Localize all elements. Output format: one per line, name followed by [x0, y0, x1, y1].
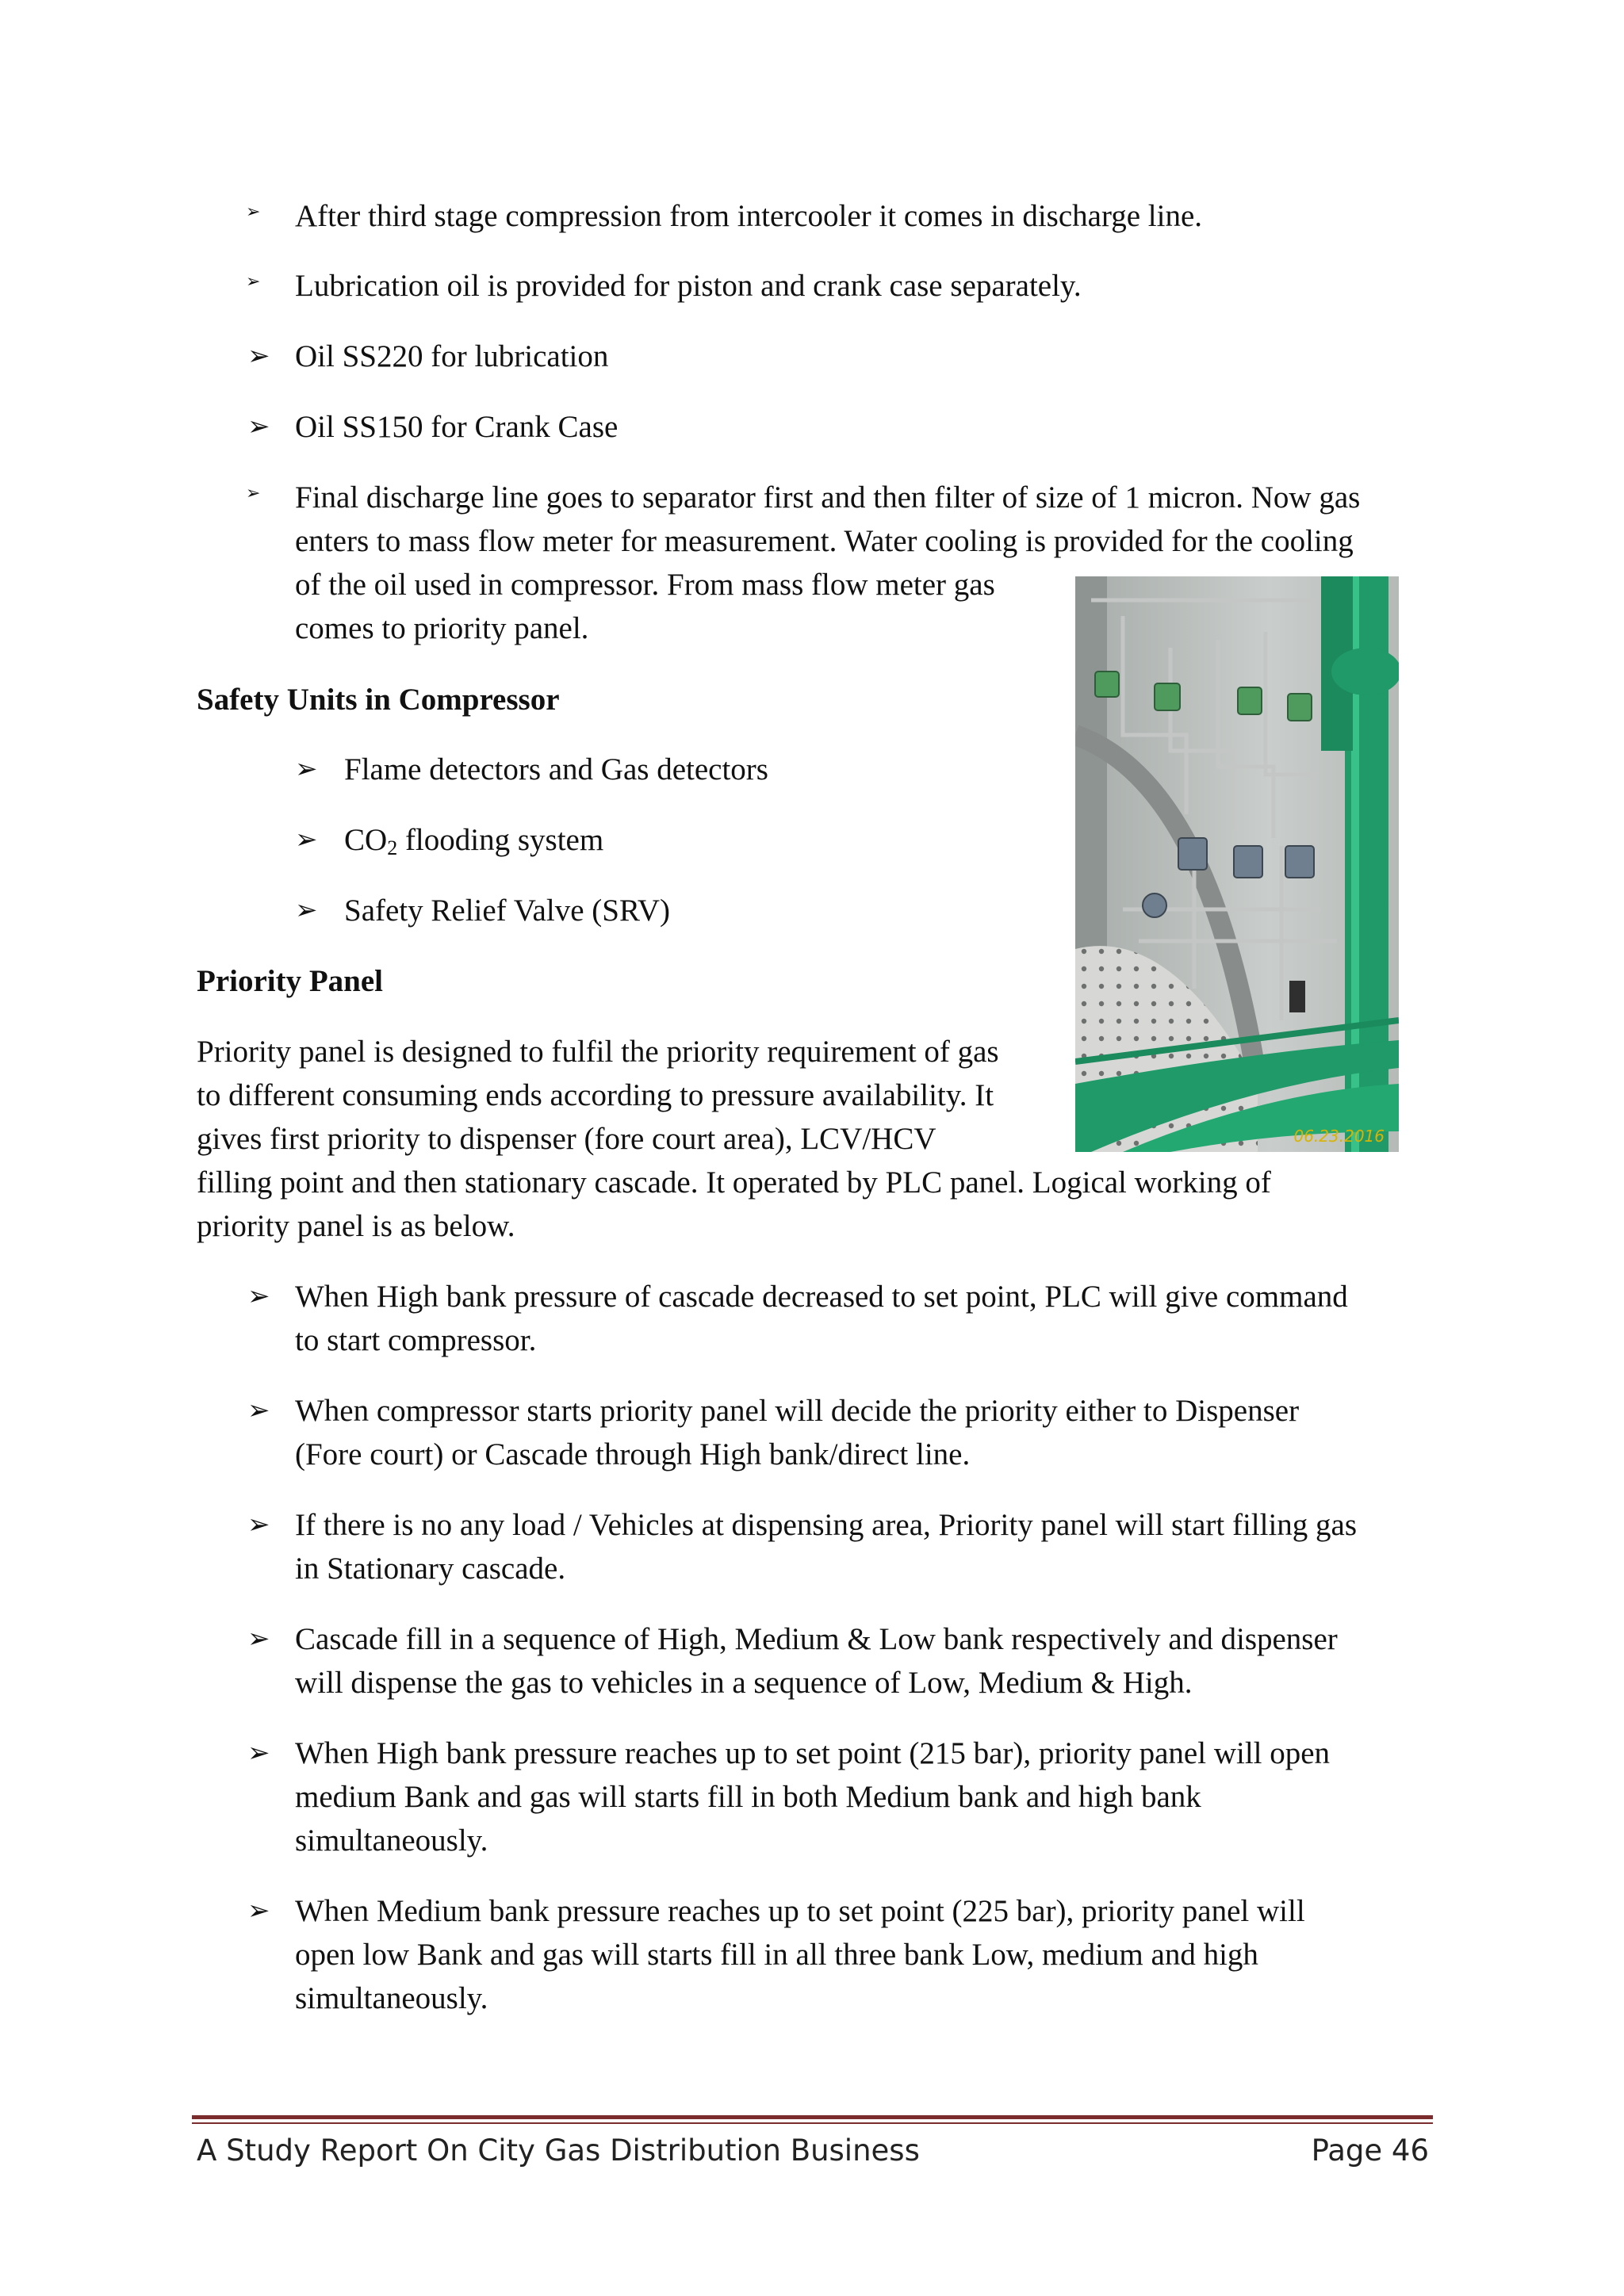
paragraph-line: to different consuming ends according to pressure availability. It: [197, 1078, 994, 1112]
bullet-text: in Stationary cascade.: [295, 1552, 566, 1586]
paragraph-line: gives first priority to dispenser (fore court area), LCV/HCV: [197, 1122, 936, 1156]
bullet-text: enters to mass flow meter for measurement. Water cooling is provided for the cooling: [295, 524, 1354, 558]
bullet-text: Lubrication oil is provided for piston and crank case separately.: [295, 269, 1082, 303]
arrow-bullet-icon: ➢: [295, 824, 318, 855]
priority-panel-photo: [1075, 576, 1399, 1152]
paragraph-line: priority panel is as below.: [197, 1209, 515, 1243]
arrow-bullet-icon: ➢: [246, 484, 261, 503]
bullet-text: Final discharge line goes to separator first and then filter of size of 1 micron. Now gas: [295, 480, 1361, 515]
arrow-bullet-icon: ➢: [246, 272, 261, 292]
page-number: Page 46: [1311, 2133, 1429, 2168]
bullet-text: After third stage compression from intercooler it comes in discharge line.: [295, 199, 1203, 233]
arrow-bullet-icon: ➢: [247, 1737, 270, 1769]
footer-rule: [192, 2115, 1433, 2119]
bullet-text: Oil SS150 for Crank Case: [295, 410, 619, 444]
arrow-bullet-icon: ➢: [247, 1623, 270, 1655]
arrow-bullet-icon: ➢: [247, 1895, 270, 1927]
arrow-bullet-icon: ➢: [247, 1509, 270, 1540]
bullet-text: When High bank pressure of cascade decreased to set point, PLC will give command: [295, 1280, 1348, 1314]
bullet-text: Oil SS220 for lubrication: [295, 339, 609, 373]
arrow-bullet-icon: ➢: [295, 894, 318, 926]
section-heading-priority: Priority Panel: [197, 964, 384, 998]
bullet-text: (Fore court) or Cascade through High bank/direct line.: [295, 1437, 971, 1471]
bullet-text: simultaneously.: [295, 1981, 488, 2015]
arrow-bullet-icon: ➢: [246, 202, 261, 222]
bullet-text: If there is no any load / Vehicles at dispensing area, Priority panel will start filling gas: [295, 1508, 1358, 1542]
priority-panel-photo-illustration: [1075, 576, 1399, 1152]
paragraph-line: Priority panel is designed to fulfil the priority requirement of gas: [197, 1035, 999, 1069]
bullet-text: open low Bank and gas will starts fill in all three bank Low, medium and high: [295, 1938, 1258, 1972]
arrow-bullet-icon: ➢: [295, 753, 318, 785]
bullet-text: comes to priority panel.: [295, 611, 589, 645]
bullet-text: medium Bank and gas will starts fill in both Medium bank and high bank: [295, 1780, 1201, 1814]
section-heading-safety: Safety Units in Compressor: [197, 683, 560, 717]
bullet-text: When Medium bank pressure reaches up to set point (225 bar), priority panel will: [295, 1894, 1305, 1928]
bullet-text: When compressor starts priority panel will decide the priority either to Dispenser: [295, 1394, 1300, 1428]
arrow-bullet-icon: ➢: [247, 340, 270, 372]
safety-item: Safety Relief Valve (SRV): [344, 894, 670, 928]
co2-prefix: CO: [344, 823, 388, 857]
co2-subscript: 2: [387, 836, 398, 859]
bullet-text: simultaneously.: [295, 1823, 488, 1858]
paragraph-line: filling point and then stationary cascade. It operated by PLC panel. Logical working of: [197, 1165, 1271, 1200]
footer-title: A Study Report On City Gas Distribution Business: [197, 2133, 920, 2168]
safety-item: Flame detectors and Gas detectors: [344, 752, 768, 786]
arrow-bullet-icon: ➢: [247, 411, 270, 442]
bullet-text: When High bank pressure reaches up to set point (215 bar), priority panel will open: [295, 1736, 1331, 1770]
bullet-text: of the oil used in compressor. From mass flow meter gas: [295, 568, 995, 602]
co2-suffix: flooding system: [397, 823, 604, 857]
arrow-bullet-icon: ➢: [247, 1280, 270, 1312]
footer-rule-thin: [192, 2122, 1433, 2124]
arrow-bullet-icon: ➢: [247, 1395, 270, 1426]
safety-item-co2: [344, 818, 603, 862]
bullet-text: Cascade fill in a sequence of High, Medium & Low bank respectively and dispenser: [295, 1622, 1338, 1656]
photo-date-stamp: 06.23.2016: [1293, 1127, 1385, 1146]
bullet-text: will dispense the gas to vehicles in a sequence of Low, Medium & High.: [295, 1666, 1193, 1700]
bullet-text: to start compressor.: [295, 1323, 537, 1357]
